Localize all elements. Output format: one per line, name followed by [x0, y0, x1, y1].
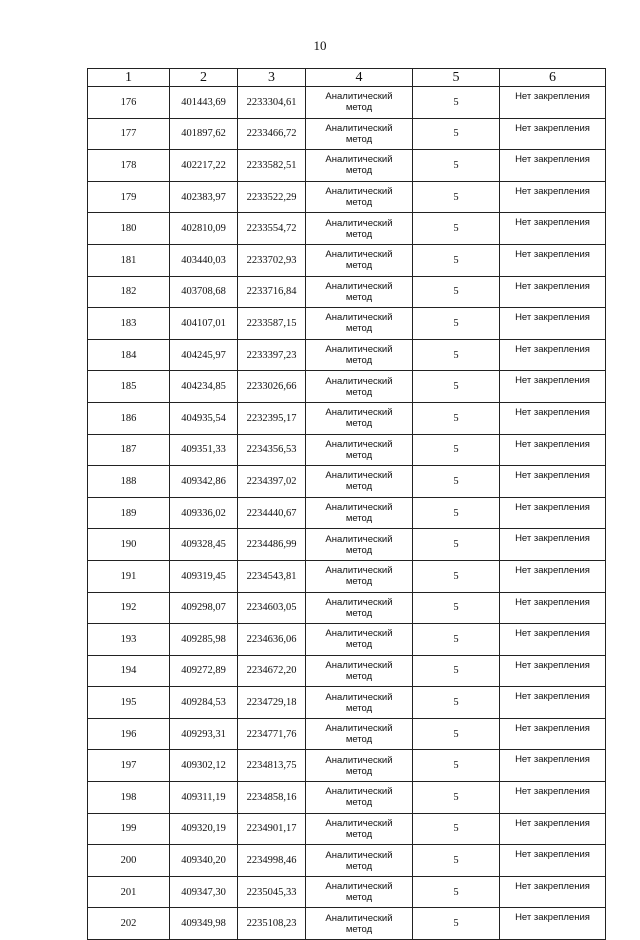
method-text-line2: метод — [345, 418, 373, 430]
x-coordinate-cell: 404107,01 — [170, 308, 238, 340]
fixation-cell: Нет закрепления — [500, 782, 606, 814]
point-number-cell: 185 — [88, 371, 170, 403]
table-row — [88, 213, 606, 245]
method-text-line2: метод — [345, 323, 373, 335]
accuracy-cell: 5 — [413, 150, 500, 182]
point-number-cell: 199 — [88, 813, 170, 845]
column-header: 5 — [413, 69, 500, 87]
table-row — [88, 87, 606, 119]
y-coordinate-cell: 2234356,53 — [238, 434, 306, 466]
accuracy-cell: 5 — [413, 560, 500, 592]
method-cell — [306, 434, 413, 466]
method-text-line1: Аналитический — [325, 659, 393, 671]
method-cell — [306, 624, 413, 656]
method-cell — [306, 244, 413, 276]
table-row — [88, 655, 606, 687]
y-coordinate-cell: 2233397,23 — [238, 339, 306, 371]
table-row — [88, 181, 606, 213]
method-text-line1: Аналитический — [325, 817, 393, 829]
accuracy-cell: 5 — [413, 655, 500, 687]
method-cell — [306, 750, 413, 782]
method-cell — [306, 150, 413, 182]
accuracy-cell: 5 — [413, 624, 500, 656]
table-row — [88, 529, 606, 561]
point-number-cell: 177 — [88, 118, 170, 150]
fixation-cell: Нет закрепления — [500, 687, 606, 719]
point-number-cell: 184 — [88, 339, 170, 371]
method-cell — [306, 845, 413, 877]
point-number-cell: 196 — [88, 718, 170, 750]
point-number-cell: 202 — [88, 908, 170, 940]
fixation-cell: Нет закрепления — [500, 560, 606, 592]
table-row — [88, 687, 606, 719]
y-coordinate-cell: 2233716,84 — [238, 276, 306, 308]
column-header: 1 — [88, 69, 170, 87]
accuracy-cell: 5 — [413, 371, 500, 403]
method-cell — [306, 118, 413, 150]
method-text-line2: метод — [345, 544, 373, 556]
fixation-cell: Нет закрепления — [500, 592, 606, 624]
accuracy-cell: 5 — [413, 782, 500, 814]
fixation-cell: Нет закрепления — [500, 466, 606, 498]
x-coordinate-cell: 409349,98 — [170, 908, 238, 940]
y-coordinate-cell: 2234858,16 — [238, 782, 306, 814]
method-cell — [306, 876, 413, 908]
table-row — [88, 308, 606, 340]
x-coordinate-cell: 409302,12 — [170, 750, 238, 782]
point-number-cell: 198 — [88, 782, 170, 814]
accuracy-cell: 5 — [413, 213, 500, 245]
method-text-line1: Аналитический — [325, 186, 393, 198]
point-number-cell: 195 — [88, 687, 170, 719]
point-number-cell: 180 — [88, 213, 170, 245]
method-text-line2: метод — [345, 197, 373, 209]
column-header: 6 — [500, 69, 606, 87]
y-coordinate-cell: 2234636,06 — [238, 624, 306, 656]
y-coordinate-cell: 2233466,72 — [238, 118, 306, 150]
x-coordinate-cell: 401897,62 — [170, 118, 238, 150]
method-text-line2: метод — [345, 481, 373, 493]
x-coordinate-cell: 404234,85 — [170, 371, 238, 403]
accuracy-cell: 5 — [413, 687, 500, 719]
table-row — [88, 908, 606, 940]
y-coordinate-cell: 2234813,75 — [238, 750, 306, 782]
fixation-cell: Нет закрепления — [500, 339, 606, 371]
x-coordinate-cell: 409311,19 — [170, 782, 238, 814]
method-text-line1: Аналитический — [325, 470, 393, 482]
method-text-line2: метод — [345, 607, 373, 619]
accuracy-cell: 5 — [413, 181, 500, 213]
method-text-line1: Аналитический — [325, 596, 393, 608]
y-coordinate-cell: 2233026,66 — [238, 371, 306, 403]
column-header: 2 — [170, 69, 238, 87]
table-header-row — [88, 69, 606, 87]
method-text-line2: метод — [345, 828, 373, 840]
method-text-line1: Аналитический — [325, 881, 393, 893]
fixation-cell: Нет закрепления — [500, 845, 606, 877]
method-text-line2: метод — [345, 576, 373, 588]
fixation-cell: Нет закрепления — [500, 181, 606, 213]
method-cell — [306, 782, 413, 814]
table-row — [88, 624, 606, 656]
method-cell — [306, 813, 413, 845]
x-coordinate-cell: 409285,98 — [170, 624, 238, 656]
y-coordinate-cell: 2233702,93 — [238, 244, 306, 276]
x-coordinate-cell: 403708,68 — [170, 276, 238, 308]
point-number-cell: 193 — [88, 624, 170, 656]
y-coordinate-cell: 2234901,17 — [238, 813, 306, 845]
method-cell — [306, 687, 413, 719]
fixation-cell: Нет закрепления — [500, 624, 606, 656]
method-text-line2: метод — [345, 513, 373, 525]
accuracy-cell: 5 — [413, 402, 500, 434]
table-row — [88, 371, 606, 403]
x-coordinate-cell: 402383,97 — [170, 181, 238, 213]
fixation-cell: Нет закрепления — [500, 118, 606, 150]
method-text-line2: метод — [345, 449, 373, 461]
accuracy-cell: 5 — [413, 118, 500, 150]
method-text-line2: метод — [345, 765, 373, 777]
method-text-line1: Аналитический — [325, 375, 393, 387]
x-coordinate-cell: 401443,69 — [170, 87, 238, 119]
method-text-line1: Аналитический — [325, 344, 393, 356]
point-number-cell: 187 — [88, 434, 170, 466]
accuracy-cell: 5 — [413, 592, 500, 624]
accuracy-cell: 5 — [413, 466, 500, 498]
point-number-cell: 181 — [88, 244, 170, 276]
method-text-line2: метод — [345, 291, 373, 303]
table-row — [88, 813, 606, 845]
accuracy-cell: 5 — [413, 308, 500, 340]
x-coordinate-cell: 409340,20 — [170, 845, 238, 877]
table-row — [88, 244, 606, 276]
point-number-cell: 178 — [88, 150, 170, 182]
point-number-cell: 188 — [88, 466, 170, 498]
fixation-cell: Нет закрепления — [500, 150, 606, 182]
point-number-cell: 197 — [88, 750, 170, 782]
method-text-line1: Аналитический — [325, 122, 393, 134]
method-text-line1: Аналитический — [325, 691, 393, 703]
y-coordinate-cell: 2234998,46 — [238, 845, 306, 877]
accuracy-cell: 5 — [413, 339, 500, 371]
y-coordinate-cell: 2233582,51 — [238, 150, 306, 182]
method-cell — [306, 213, 413, 245]
table-row — [88, 150, 606, 182]
x-coordinate-cell: 409319,45 — [170, 560, 238, 592]
method-text-line2: метод — [345, 923, 373, 935]
point-number-cell: 183 — [88, 308, 170, 340]
y-coordinate-cell: 2235045,33 — [238, 876, 306, 908]
fixation-cell: Нет закрепления — [500, 813, 606, 845]
accuracy-cell: 5 — [413, 718, 500, 750]
method-text-line1: Аналитический — [325, 754, 393, 766]
fixation-cell: Нет закрепления — [500, 718, 606, 750]
fixation-cell: Нет закрепления — [500, 213, 606, 245]
coordinates-table — [87, 68, 606, 940]
fixation-cell: Нет закрепления — [500, 308, 606, 340]
x-coordinate-cell: 404245,97 — [170, 339, 238, 371]
x-coordinate-cell: 409351,33 — [170, 434, 238, 466]
accuracy-cell: 5 — [413, 529, 500, 561]
method-text-line2: метод — [345, 670, 373, 682]
fixation-cell: Нет закрепления — [500, 276, 606, 308]
method-cell — [306, 529, 413, 561]
table-row — [88, 782, 606, 814]
method-text-line1: Аналитический — [325, 786, 393, 798]
y-coordinate-cell: 2235108,23 — [238, 908, 306, 940]
method-cell — [306, 908, 413, 940]
point-number-cell: 189 — [88, 497, 170, 529]
method-text-line1: Аналитический — [325, 280, 393, 292]
method-text-line2: метод — [345, 260, 373, 272]
table-row — [88, 876, 606, 908]
method-cell — [306, 181, 413, 213]
x-coordinate-cell: 409320,19 — [170, 813, 238, 845]
y-coordinate-cell: 2233587,15 — [238, 308, 306, 340]
y-coordinate-cell: 2234397,02 — [238, 466, 306, 498]
method-cell — [306, 560, 413, 592]
method-text-line2: метод — [345, 133, 373, 145]
method-text-line1: Аналитический — [325, 438, 393, 450]
accuracy-cell: 5 — [413, 813, 500, 845]
method-cell — [306, 655, 413, 687]
point-number-cell: 201 — [88, 876, 170, 908]
column-header: 4 — [306, 69, 413, 87]
fixation-cell: Нет закрепления — [500, 876, 606, 908]
fixation-cell: Нет закрепления — [500, 908, 606, 940]
y-coordinate-cell: 2233554,72 — [238, 213, 306, 245]
x-coordinate-cell: 409272,89 — [170, 655, 238, 687]
fixation-cell: Нет закрепления — [500, 434, 606, 466]
accuracy-cell: 5 — [413, 876, 500, 908]
point-number-cell: 182 — [88, 276, 170, 308]
method-text-line1: Аналитический — [325, 154, 393, 166]
method-cell — [306, 466, 413, 498]
x-coordinate-cell: 409284,53 — [170, 687, 238, 719]
method-text-line2: метод — [345, 386, 373, 398]
method-text-line2: метод — [345, 102, 373, 114]
x-coordinate-cell: 409336,02 — [170, 497, 238, 529]
method-text-line1: Аналитический — [325, 533, 393, 545]
point-number-cell: 194 — [88, 655, 170, 687]
table-row — [88, 276, 606, 308]
accuracy-cell: 5 — [413, 87, 500, 119]
method-cell — [306, 718, 413, 750]
accuracy-cell: 5 — [413, 750, 500, 782]
accuracy-cell: 5 — [413, 908, 500, 940]
accuracy-cell: 5 — [413, 845, 500, 877]
accuracy-cell: 5 — [413, 244, 500, 276]
y-coordinate-cell: 2233304,61 — [238, 87, 306, 119]
method-text-line1: Аналитический — [325, 407, 393, 419]
column-header: 3 — [238, 69, 306, 87]
method-text-line1: Аналитический — [325, 312, 393, 324]
table-row — [88, 560, 606, 592]
method-cell — [306, 276, 413, 308]
method-cell — [306, 592, 413, 624]
x-coordinate-cell: 404935,54 — [170, 402, 238, 434]
accuracy-cell: 5 — [413, 434, 500, 466]
fixation-cell: Нет закрепления — [500, 655, 606, 687]
method-text-line2: метод — [345, 165, 373, 177]
page-number: 10 — [313, 38, 327, 53]
method-text-line1: Аналитический — [325, 723, 393, 735]
table-row — [88, 434, 606, 466]
fixation-cell: Нет закрепления — [500, 529, 606, 561]
method-text-line1: Аналитический — [325, 249, 393, 261]
table-row — [88, 750, 606, 782]
method-text-line1: Аналитический — [325, 502, 393, 514]
y-coordinate-cell: 2234603,05 — [238, 592, 306, 624]
point-number-cell: 190 — [88, 529, 170, 561]
accuracy-cell: 5 — [413, 497, 500, 529]
table-row — [88, 466, 606, 498]
y-coordinate-cell: 2234440,67 — [238, 497, 306, 529]
x-coordinate-cell: 409293,31 — [170, 718, 238, 750]
x-coordinate-cell: 403440,03 — [170, 244, 238, 276]
fixation-cell: Нет закрепления — [500, 497, 606, 529]
method-cell — [306, 339, 413, 371]
method-text-line2: метод — [345, 355, 373, 367]
method-text-line1: Аналитический — [325, 91, 393, 103]
y-coordinate-cell: 2233522,29 — [238, 181, 306, 213]
x-coordinate-cell: 409347,30 — [170, 876, 238, 908]
y-coordinate-cell: 2234543,81 — [238, 560, 306, 592]
y-coordinate-cell: 2234771,76 — [238, 718, 306, 750]
table-row — [88, 845, 606, 877]
x-coordinate-cell: 409298,07 — [170, 592, 238, 624]
method-text-line2: метод — [345, 860, 373, 872]
point-number-cell: 179 — [88, 181, 170, 213]
fixation-cell: Нет закрепления — [500, 87, 606, 119]
point-number-cell: 186 — [88, 402, 170, 434]
y-coordinate-cell: 2234729,18 — [238, 687, 306, 719]
table-row — [88, 339, 606, 371]
fixation-cell: Нет закрепления — [500, 244, 606, 276]
fixation-cell: Нет закрепления — [500, 402, 606, 434]
method-text-line2: метод — [345, 228, 373, 240]
table-row — [88, 592, 606, 624]
table-row — [88, 118, 606, 150]
x-coordinate-cell: 402217,22 — [170, 150, 238, 182]
method-cell — [306, 87, 413, 119]
method-text-line1: Аналитический — [325, 912, 393, 924]
method-cell — [306, 371, 413, 403]
method-cell — [306, 497, 413, 529]
method-text-line2: метод — [345, 797, 373, 809]
x-coordinate-cell: 409342,86 — [170, 466, 238, 498]
method-text-line2: метод — [345, 892, 373, 904]
method-text-line1: Аналитический — [325, 628, 393, 640]
method-text-line2: метод — [345, 702, 373, 714]
point-number-cell: 176 — [88, 87, 170, 119]
method-text-line1: Аналитический — [325, 217, 393, 229]
y-coordinate-cell: 2234486,99 — [238, 529, 306, 561]
table-row — [88, 402, 606, 434]
method-text-line2: метод — [345, 639, 373, 651]
table-row — [88, 718, 606, 750]
method-text-line1: Аналитический — [325, 565, 393, 577]
point-number-cell: 192 — [88, 592, 170, 624]
point-number-cell: 191 — [88, 560, 170, 592]
method-text-line1: Аналитический — [325, 849, 393, 861]
x-coordinate-cell: 409328,45 — [170, 529, 238, 561]
point-number-cell: 200 — [88, 845, 170, 877]
method-cell — [306, 308, 413, 340]
y-coordinate-cell: 2234672,20 — [238, 655, 306, 687]
fixation-cell: Нет закрепления — [500, 371, 606, 403]
table-row — [88, 497, 606, 529]
x-coordinate-cell: 402810,09 — [170, 213, 238, 245]
y-coordinate-cell: 2232395,17 — [238, 402, 306, 434]
method-cell — [306, 402, 413, 434]
fixation-cell: Нет закрепления — [500, 750, 606, 782]
accuracy-cell: 5 — [413, 276, 500, 308]
method-text-line2: метод — [345, 734, 373, 746]
